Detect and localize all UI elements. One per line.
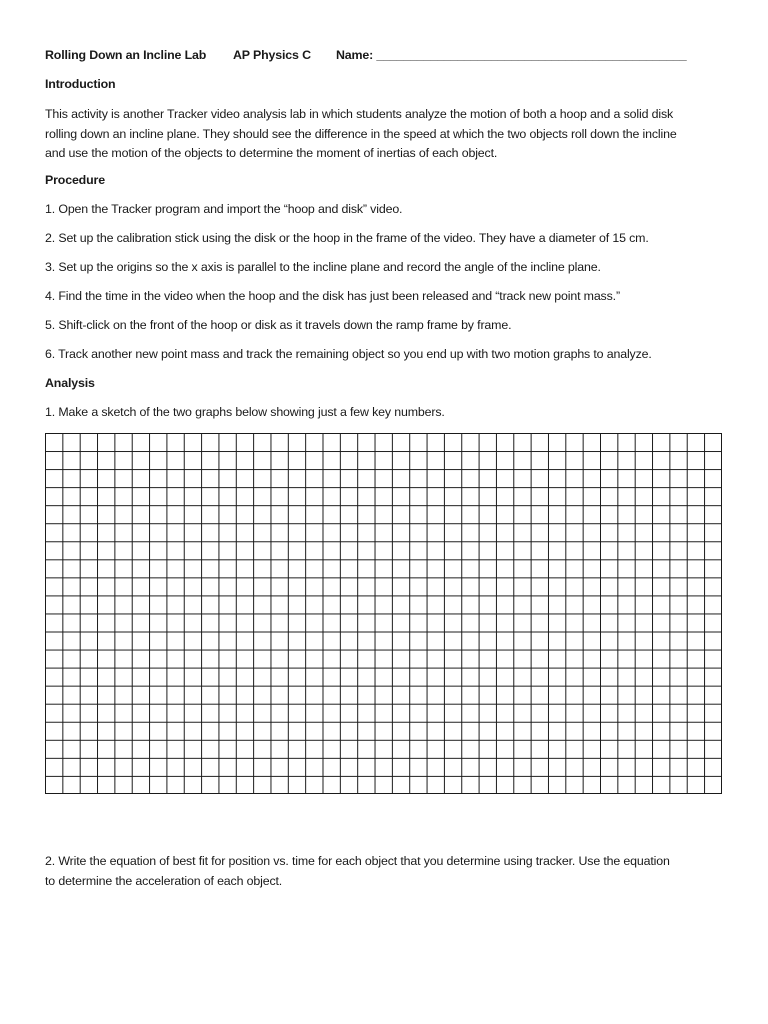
graph-paper-grid <box>45 433 722 794</box>
procedure-heading: Procedure <box>45 173 105 187</box>
procedure-step: 3. Set up the origins so the x axis is parallel to the incline plane and record the angle of the incline plane. <box>45 260 601 274</box>
worksheet-header <box>0 48 768 68</box>
introduction-heading: Introduction <box>45 77 116 91</box>
question-2-line: to determine the acceleration of each object. <box>45 873 283 888</box>
analysis-question-2 <box>45 852 725 891</box>
lab-title: Rolling Down an Incline Lab <box>45 48 207 62</box>
introduction-line: rolling down an incline plane. They should see the difference in the speed at which the two objects roll down the incline <box>45 126 677 141</box>
introduction-paragraph <box>45 105 725 164</box>
name-field: Name: ______________________________________________ <box>336 48 687 62</box>
analysis-question-1: 1. Make a sketch of the two graphs below showing just a few key numbers. <box>45 405 445 419</box>
procedure-step: 1. Open the Tracker program and import the “hoop and disk” video. <box>45 202 403 216</box>
procedure-step: 2. Set up the calibration stick using the disk or the hoop in the frame of the video. They have a diameter of 15 cm. <box>45 231 649 245</box>
procedure-step: 5. Shift-click on the front of the hoop or disk as it travels down the ramp frame by frame. <box>45 318 512 332</box>
introduction-line: This activity is another Tracker video analysis lab in which students analyze the motion of both a hoop and a solid disk <box>45 107 674 121</box>
procedure-step: 6. Track another new point mass and track the remaining object so you end up with two motion graphs to analyze. <box>45 347 652 361</box>
analysis-heading: Analysis <box>45 376 95 390</box>
question-2-line: 2. Write the equation of best fit for position vs. time for each object that you determine using tracker. Use the equation <box>45 854 670 868</box>
course-label: AP Physics C <box>233 48 311 62</box>
introduction-line: and use the motion of the objects to determine the moment of inertias of each object. <box>45 146 498 160</box>
procedure-step: 4. Find the time in the video when the hoop and the disk has just been released and “track new point mass.” <box>45 289 620 303</box>
